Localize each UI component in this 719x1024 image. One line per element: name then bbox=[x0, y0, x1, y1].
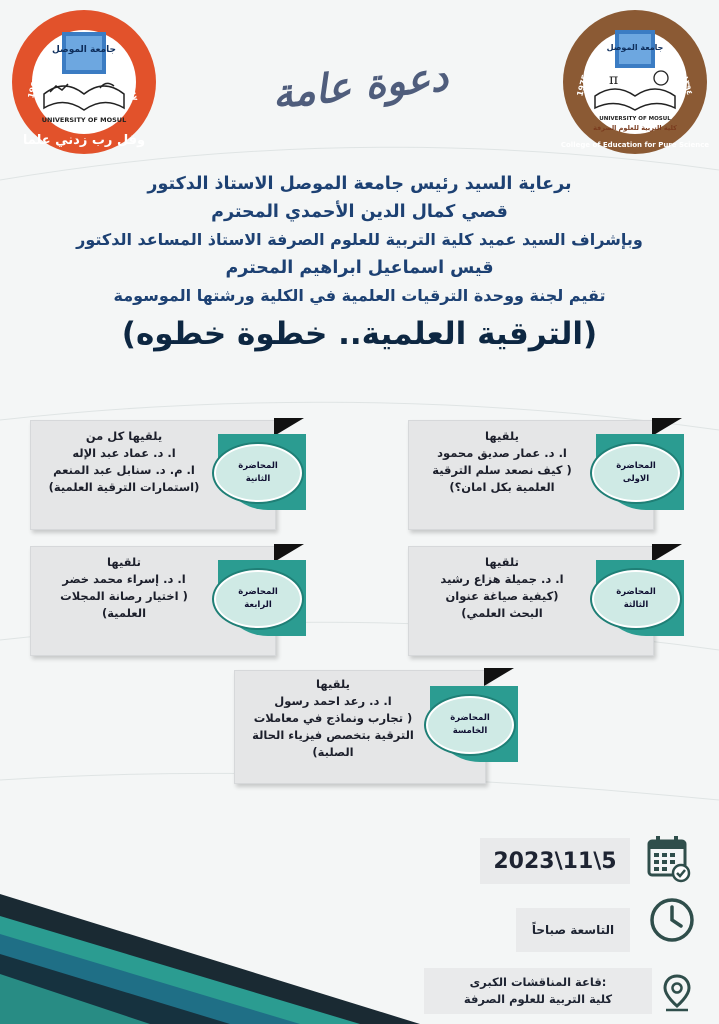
supervisor-line: وبإشراف السيد عميد كلية التربية للعلوم الصرفة الاستاذ المساعد الدكتور bbox=[76, 230, 643, 249]
calendar-icon bbox=[646, 835, 692, 883]
svg-text:جامعة الموصل: جامعة الموصل bbox=[52, 45, 116, 55]
patron-line: برعاية السيد رئيس جامعة الموصل الاستاذ الدكتور bbox=[147, 174, 572, 194]
lecture-label-fifth: المحاضرة الخامسة bbox=[426, 696, 514, 754]
public-invitation-title bbox=[265, 50, 455, 120]
sponsorship-header bbox=[60, 170, 659, 352]
lecture-label-first: المحاضرة الاولى bbox=[592, 444, 680, 502]
university-of-mosul-logo bbox=[10, 8, 158, 156]
lecture-label-third: المحاضرة الثالثة bbox=[592, 570, 680, 628]
workshop-intro: تقيم لجنة ووحدة الترقيات العلمية في الكلية ورشتها الموسومة bbox=[113, 286, 606, 305]
event-time bbox=[516, 908, 630, 952]
location-hall: قاعة المناقشات الكبرى: bbox=[469, 975, 607, 989]
corner-decoration bbox=[0, 864, 420, 1024]
event-date-text: 2023\11\5 bbox=[493, 848, 617, 874]
lecture-label-second: المحاضرة الثانية bbox=[214, 444, 302, 502]
patron-name: قصي كمال الدين الأحمدي المحترم bbox=[211, 202, 508, 222]
workshop-title: (الترقية العلمية.. خطوة خطوه) bbox=[121, 316, 598, 352]
svg-text:جامعة الموصل: جامعة الموصل bbox=[606, 43, 664, 52]
svg-text:π: π bbox=[609, 72, 619, 88]
title-text: دعوة عامة bbox=[269, 52, 451, 118]
lecture-details-fifth: يلقيها ا. د. رعد احمد رسول ( تجارب ونماذج في معاملات الترقية بتخصص فيزياء الحالة الصلبة) bbox=[252, 677, 414, 759]
lecture-card-second bbox=[30, 416, 310, 532]
svg-text:١٣٩٤: ١٣٩٤ bbox=[680, 74, 695, 96]
lecture-details-third: تلقيها ا. د. جميلة هزاع رشيد (كيفية صياغة عنوان البحث العلمي) bbox=[440, 555, 564, 620]
lecture-label-fourth: المحاضرة الرابعة bbox=[214, 570, 302, 628]
supervisor-name: قيس اسماعيل ابراهيم المحترم bbox=[225, 258, 494, 278]
location-college: كلية التربية للعلوم الصرفة bbox=[463, 992, 613, 1006]
svg-text:وقل رب زدني علما: وقل رب زدني علما bbox=[22, 133, 146, 148]
lecture-details-fourth: تلقيها ا. د. إسراء محمد خضر ( اختيار رصانة المجلات العلمية) bbox=[60, 555, 188, 620]
map-pin-icon bbox=[662, 974, 692, 1012]
clock-icon bbox=[648, 896, 696, 944]
lecture-details-second: يلقيها كل من ا. د. عماد عبد الإله ا. م. د. سنابل عبد المنعم (استمارات الترقية العلمية) bbox=[48, 429, 200, 494]
svg-text:UNIVERSITY OF MOSUL: UNIVERSITY OF MOSUL bbox=[41, 116, 127, 124]
svg-text:كلية التربية للعلوم الصرفة: كلية التربية للعلوم الصرفة bbox=[593, 124, 677, 132]
event-date bbox=[480, 838, 630, 884]
lecture-card-fourth bbox=[30, 542, 310, 658]
svg-text:College of Education for Pure: College of Education for Pure Science bbox=[561, 141, 709, 149]
svg-text:UNIVERSITY OF MOSUL: UNIVERSITY OF MOSUL bbox=[599, 116, 671, 122]
svg-text:1967: 1967 bbox=[26, 75, 41, 100]
event-location bbox=[424, 968, 652, 1014]
svg-text:1975: 1975 bbox=[575, 73, 590, 98]
college-of-education-logo bbox=[561, 8, 709, 156]
svg-text:١٣٨٧: ١٣٨٧ bbox=[125, 80, 140, 102]
lecture-card-fifth bbox=[234, 666, 524, 786]
lecture-card-first bbox=[408, 416, 688, 532]
event-time-text: التاسعة صباحاً bbox=[531, 923, 615, 937]
lecture-card-third bbox=[408, 542, 688, 658]
lecture-details-first: يلقيها ا. د. عمار صديق محمود ( كيف نصعد سلم الترقية العلمية بكل امان؟) bbox=[432, 429, 572, 494]
